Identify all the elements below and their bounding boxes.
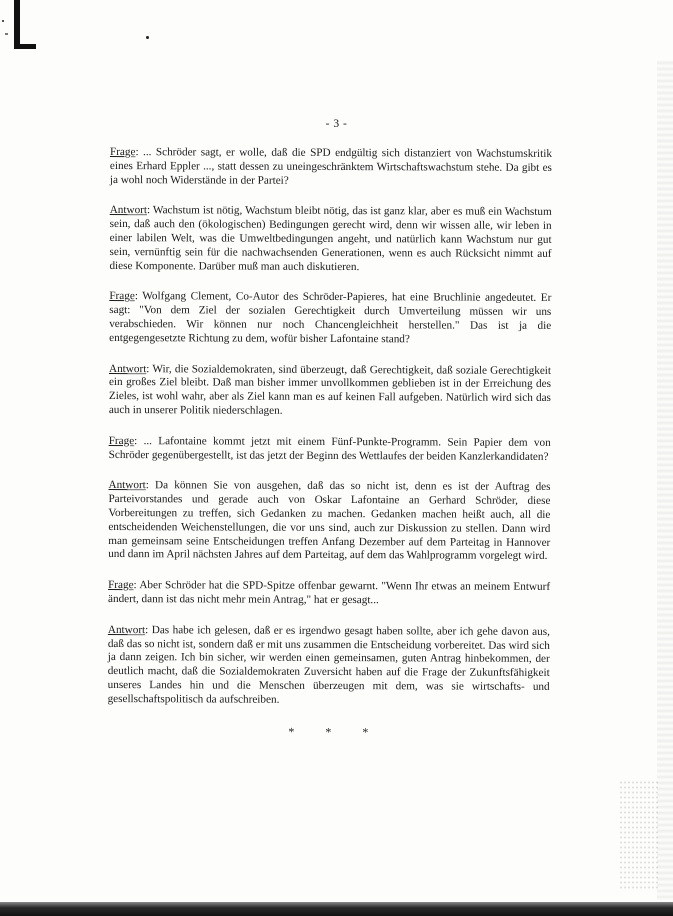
paragraph-answer-1 [109,204,551,275]
speaker-label: Frage [109,146,136,159]
paragraph-question-4 [108,579,550,609]
paragraph-question-1 [110,146,552,189]
speaker-label: Antwort [107,623,146,636]
page-number: - 3 - [325,118,348,130]
interview-text [107,146,552,740]
paragraph-text: : Wachstum ist nötig, Wachstum bleibt nötig, das ist ganz klar, aber es muß ein Wachstum sein, daß auch den (ökologischen) Bedingungen gerecht wird, denn wir wissen alle, wir leben in einer labilen Welt, was die Umweltbedingungen angeht, und natürlich kann Wachstum nur gut sein, vernünftig sein für die nachwachsenden Generationen, wenn es auch Rücksicht nimmt auf diese Komponente. Darüber muß man auch diskutieren. [109,204,552,273]
speaker-label: Antwort [109,204,148,217]
speaker-label: Frage [108,579,134,592]
scan-speck [146,36,149,39]
end-mark: * * * [288,724,383,739]
paragraph-text: : Wir, die Sozialdemokraten, sind überzeugt, daß Gerechtigkeit, daß soziale Gerechtigkeit ein großes Ziel bleibt. Daß man bisher immer unvollkommen geblieben ist in der Erreichung des Zieles, ist wohl wahr, aber als Ziel kann man es auf keinen Fall aufgeben. Natürlich wird sich das auch in unserer Politik niederschlagen. [108,362,552,417]
paragraph-text: : Aber Schröder hat die SPD-Spitze offenbar gewarnt. "Wenn Ihr etwas an meinem Entwurf ändert, dann ist das nicht mehr mein Antrag," hat er gesagt... [107,579,551,607]
paragraph-text: : Wolfgang Clement, Co-Autor des Schröder-Papieres, hat eine Bruchlinie angedeutet. Er sagt: "Von dem Ziel der sozialen Gerechtigkeit durch Umverteilung müssen wir uns verabschieden. Wir können nur noch Chancengleichheit herstellen." Das ist ja die entgegengesetzte Richtung zu dem, wofür bisher Lafontaine stand? [109,290,552,346]
paragraph-question-3 [109,435,551,465]
paragraph-question-2 [109,290,551,347]
scan-corner-mark [0,0,36,52]
speaker-label: Antwort [108,479,146,492]
paragraph-answer-3 [108,479,550,564]
paragraph-answer-4 [108,624,550,709]
paragraph-answer-2 [109,363,551,420]
scan-noise [619,780,659,890]
scan-bottom-edge [0,902,673,916]
speaker-label: Antwort [109,362,147,375]
paragraph-text: : ... Schröder sagt, er wolle, daß die SPD endgültig sich distanziert von Wachstumskritik eines Erhard Eppler ..., statt dessen zu uneingeschränktem Wirtschaftswachstum stehe. Da gibt es ja wohl noch Widerstände in der Partei? [109,146,552,187]
paragraph-text: : Da können Sie von ausgehen, daß das so nicht ist, denn es ist der Auftrag des Parteivorstandes und gerade auch von Oskar Lafontaine an Gerhard Schröder, diese Vorbereitungen zu treffen, sich Gedanken zu machen. Gedanken machen heißt auch, all die entscheidenden Weichenstellungen, die vor uns sind, auch zur Diskussion zu stellen. Dann wird man gemeinsam seine Entscheidungen treffen Anfang Dezember auf dem Parteitag in Hannover und dann im April nächsten Jahres auf dem Parteitag, auf dem das Wahlprogramm vorgelegt wird. [108,479,551,563]
speaker-label: Frage [108,434,135,447]
speaker-label: Frage [109,290,135,303]
scan-right-edge [657,60,673,900]
paragraph-text: : Das habe ich gelesen, daß er es irgendwo gesagt haben sollte, aber ich gehe davon aus, daß das so nicht ist, sondern daß er mit uns zusammen die Entscheidung vorbereitet. Das wird sich ja dann zeigen. Ich bin sicher, wir werden einen gemeinsamen, guten Antrag hinbekommen, der deutlich macht, daß die Sozialdemokraten Zuversicht haben auf die Frage der Zukunftsfähigkeit unseres Landes hin und die Menschen überzeugen mit dem, was sie wirtschafts- und gesellschaftspolitisch da aufschreiben. [107,623,550,706]
paragraph-text: : ... Lafontaine kommt jetzt mit einem Fünf-Punkte-Programm. Sein Papier dem von Schröder gegenübergestellt, ist das jetzt der Beginn des Wettlaufes der beiden Kanzlerkandidaten? [108,434,551,463]
